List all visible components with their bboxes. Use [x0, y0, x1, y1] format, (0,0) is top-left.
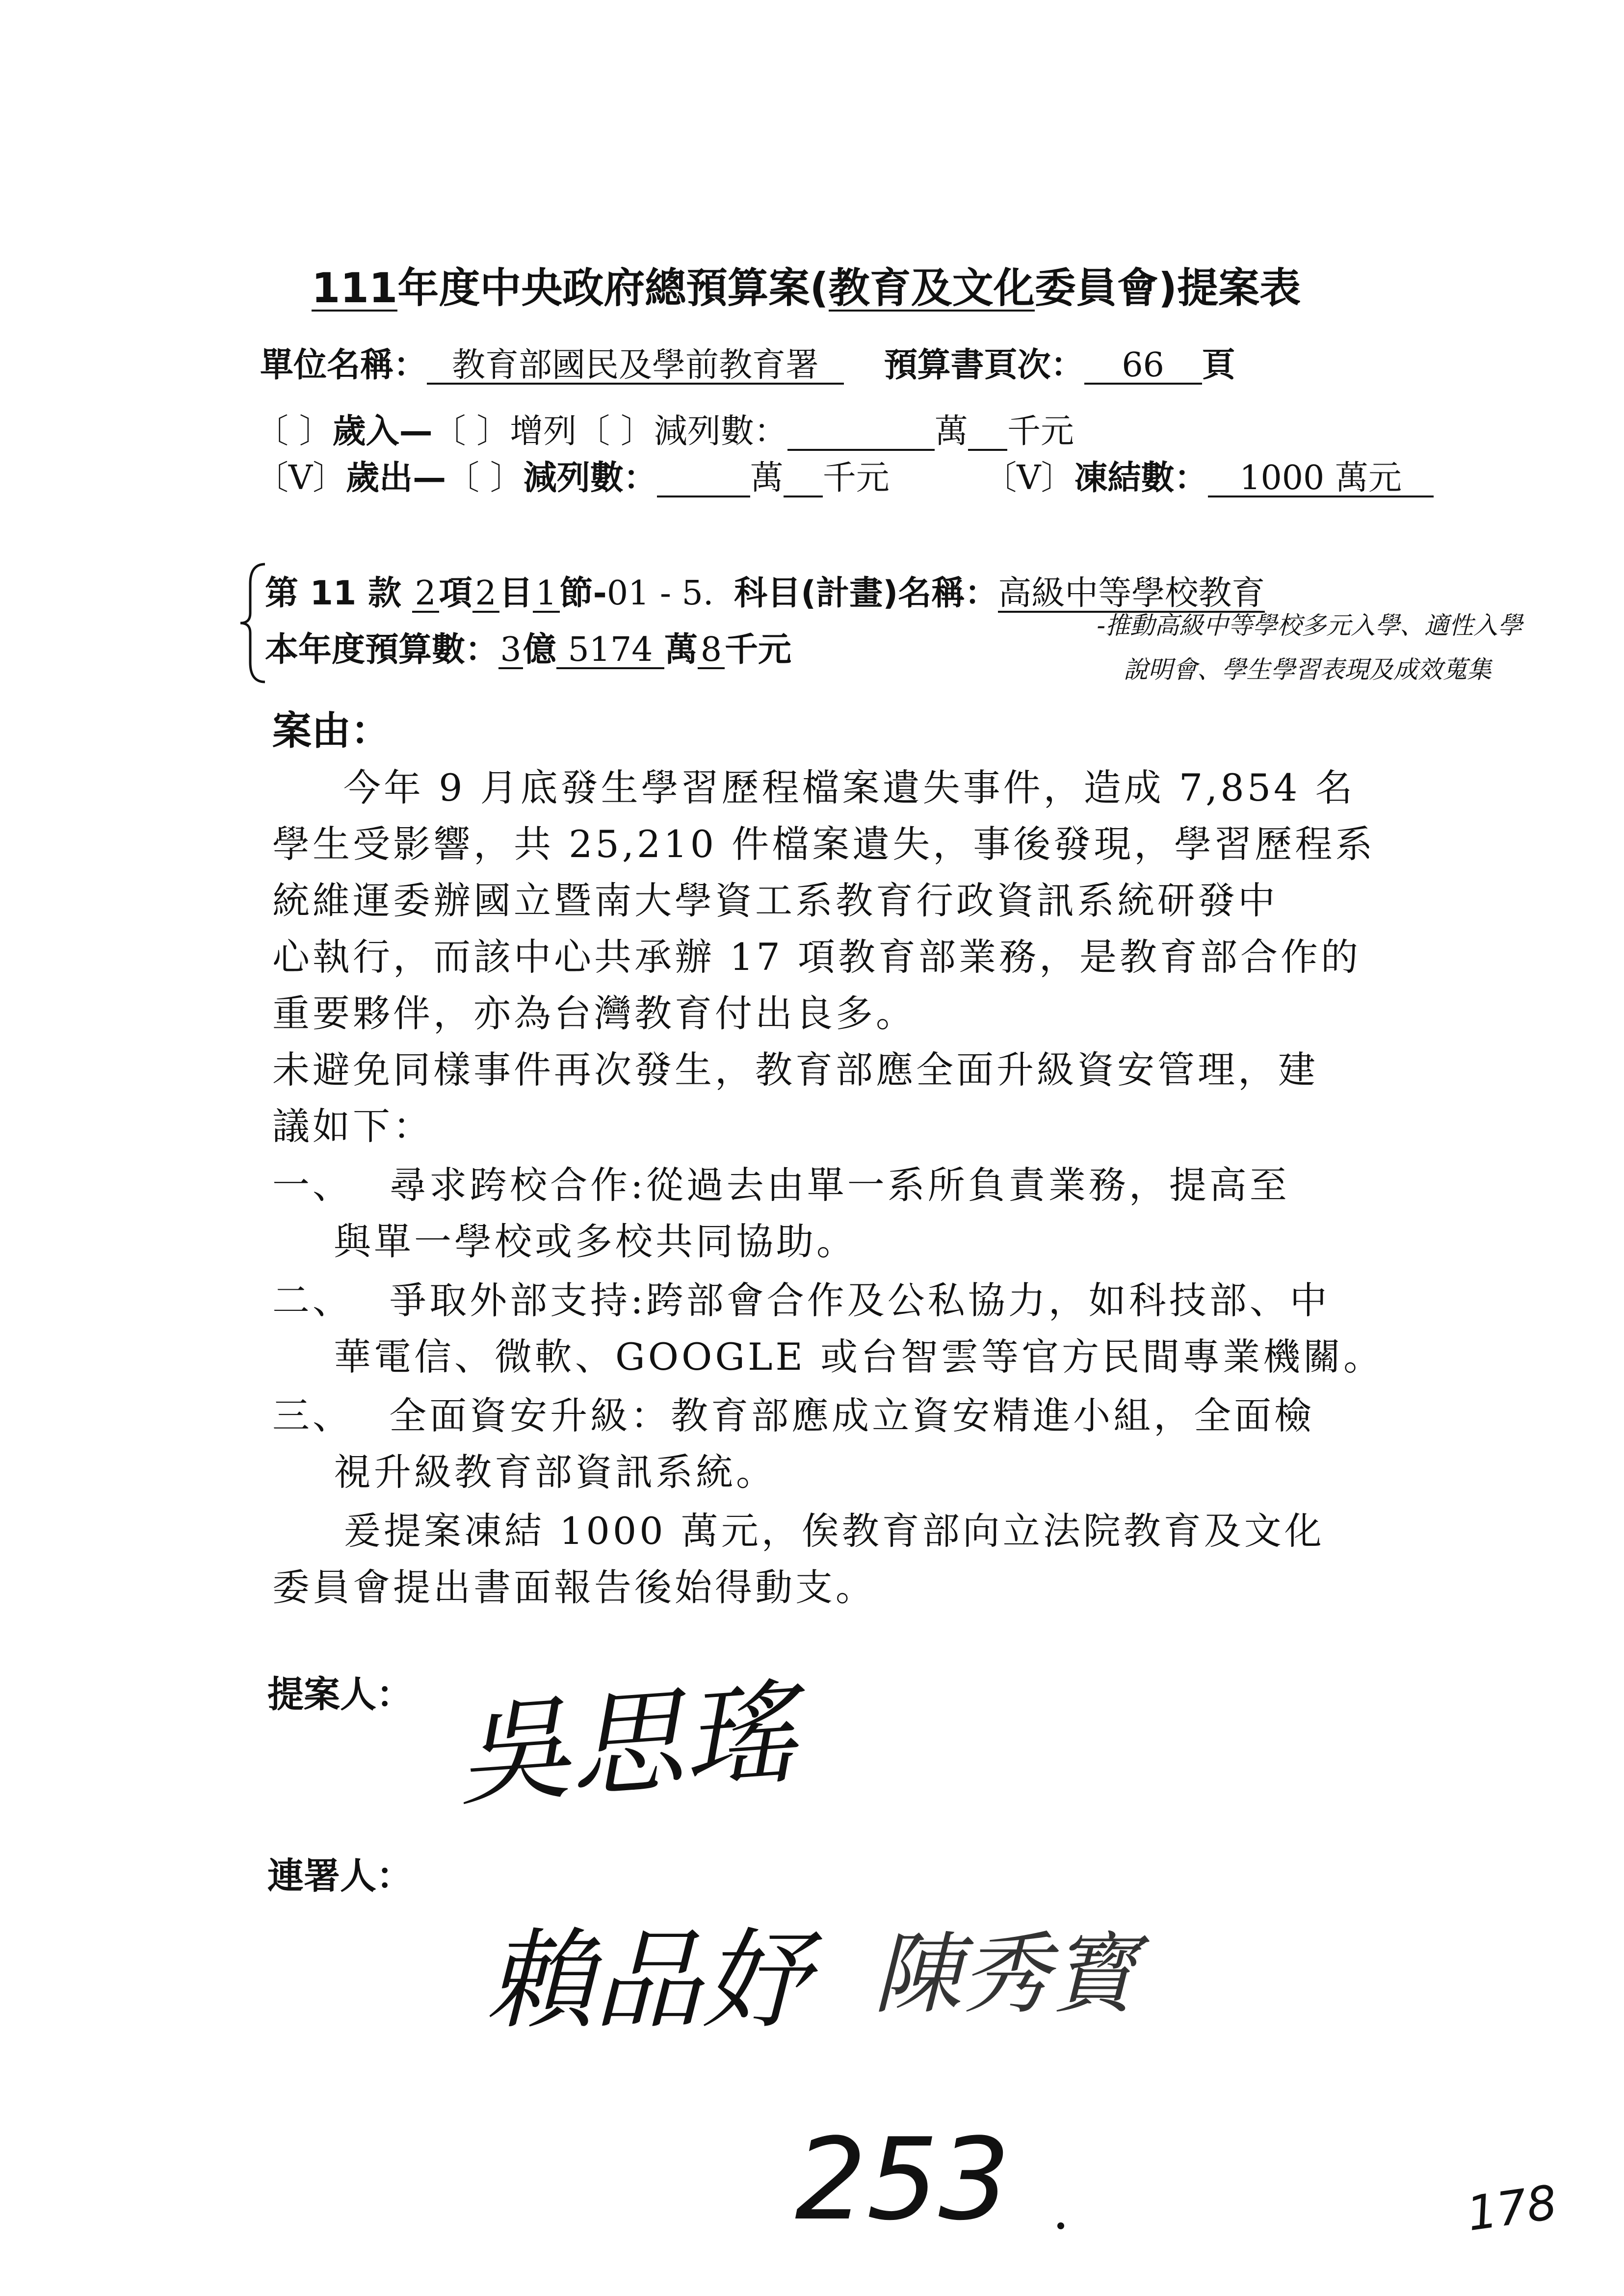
item-row-2 — [265, 623, 791, 671]
title-committee: 教育及文化 — [828, 264, 1035, 312]
revenue-qian-unit: 千元 — [1007, 412, 1074, 451]
proposer-signature: 吳思瑤 — [452, 1668, 800, 1822]
budget-wan-label: 萬 — [664, 630, 698, 669]
page-number-dot — [1057, 2222, 1064, 2229]
expense-checkbox: 〔V〕 — [255, 459, 346, 497]
expense-qian-blank — [784, 461, 823, 497]
case-list-item-2: 二、 爭取外部支持:跨部會合作及公私協力，如科技部、中 — [272, 1278, 1330, 1322]
case-line: 視升級教育部資訊系統。 — [334, 1450, 776, 1494]
proposer-label: 提案人： — [267, 1673, 413, 1716]
unit-value: 教育部國民及學前教育署 — [427, 348, 844, 385]
case-line: 華電信、微軟、GOOGLE 或台智雲等官方民間專業機關。 — [334, 1335, 1384, 1379]
revenue-row — [255, 405, 1074, 452]
expense-decrease-checkbox: 〔 〕 — [446, 459, 524, 497]
corner-number: 178 — [1464, 2174, 1561, 2242]
page-title — [312, 255, 1301, 314]
page-ref-label: 預算書頁次： — [884, 346, 1084, 385]
expense-row — [255, 451, 1434, 499]
case-line: 重要夥伴，亦為台灣教育付出良多。 — [272, 991, 916, 1035]
case-line: 心執行，而該中心共承辦 17 項教育部業務，是教育部合作的 — [272, 935, 1362, 979]
revenue-checkbox: 〔 〕 — [255, 412, 333, 451]
case-heading: 案由： — [272, 708, 390, 754]
case-list-item-1: 一、 尋求跨校合作:從過去由單一系所負責業務，提高至 — [272, 1163, 1290, 1207]
cosigner-signature-1: 賴品妤 — [486, 1918, 810, 2043]
item-xiang: 2 — [412, 576, 439, 613]
case-line: 爰提案凍結 1000 萬元，俟教育部向立法院教育及文化 — [343, 1509, 1325, 1553]
revenue-qian-blank — [968, 414, 1007, 451]
freeze-value: 1000 萬元 — [1208, 461, 1434, 497]
case-line: 今年 9 月底發生學習歷程檔案遺失事件，造成 7,854 名 — [343, 766, 1356, 809]
unit-label: 單位名稱： — [260, 346, 427, 385]
expense-wan-unit: 萬 — [750, 459, 784, 497]
cosigner-label: 連署人： — [267, 1855, 413, 1897]
item-mu: 2 — [472, 576, 499, 613]
budget-yi-label: 億 — [523, 630, 557, 669]
item-kuan: 第 11 款 — [265, 574, 401, 613]
case-line: 未避免同樣事件再次發生，教育部應全面升級資安管理，建 — [272, 1048, 1318, 1092]
page-number: 253 — [795, 2114, 1010, 2245]
item-name-value: 高級中等學校教育 — [998, 574, 1265, 613]
title-pre: 年度中央政府總預算案( — [397, 264, 829, 312]
revenue-increase: 增列 — [510, 412, 577, 451]
case-line: 委員會提出書面報告後始得動支。 — [272, 1565, 876, 1609]
title-post: 委員會)提案表 — [1034, 264, 1301, 312]
expense-qian-unit: 千元 — [822, 459, 890, 497]
page-ref-unit: 頁 — [1202, 346, 1235, 385]
freeze-label: 凍結數： — [1074, 459, 1208, 497]
expense-label: 歲出— — [346, 459, 446, 497]
expense-wan-blank — [657, 461, 750, 497]
expense-freeze-checkbox: 〔V〕 — [983, 459, 1074, 497]
case-line: 統維運委辦國立暨南大學資工系教育行政資訊系統研發中 — [272, 879, 1278, 922]
budget-wan: 5174 — [556, 632, 664, 669]
revenue-decrease-checkbox: 〔 〕 — [576, 412, 654, 451]
expense-decrease-label: 減列數： — [523, 459, 657, 497]
budget-label: 本年度預算數： — [265, 630, 499, 669]
revenue-increase-checkbox: 〔 〕 — [432, 412, 510, 451]
budget-qian: 8 — [698, 632, 725, 669]
case-line: 議如下： — [272, 1104, 433, 1148]
item-jie-label: 節- — [559, 574, 607, 613]
budget-qian-label: 千元 — [725, 630, 792, 669]
title-year: 111 — [312, 264, 398, 312]
item-jie: 1 — [533, 576, 560, 613]
case-list-item-3: 三、 全面資安升級：教育部應成立資安精進小組，全面檢 — [272, 1394, 1315, 1437]
revenue-decrease-label: 減列數： — [654, 412, 787, 451]
item-mu-label: 目 — [499, 574, 533, 613]
unit-row — [260, 339, 1235, 386]
cosigner-signature-2: 陳秀寳 — [873, 1923, 1139, 2026]
budget-yi: 3 — [498, 632, 523, 669]
item-code: 01 - 5. — [606, 574, 714, 613]
item-name-label: 科目(計畫)名稱： — [734, 574, 998, 613]
case-line: 與單一學校或多校共同協助。 — [334, 1220, 857, 1263]
handwritten-note-1: -推動高級中等學校多元入學、適性入學 — [1097, 611, 1523, 640]
revenue-wan-unit: 萬 — [934, 412, 968, 451]
item-xiang-label: 項 — [439, 574, 472, 613]
handwritten-note-2: 說明會、學生學習表現及成效蒐集 — [1124, 655, 1492, 684]
case-line: 學生受影響，共 25,210 件檔案遺失，事後發現，學習歷程系 — [272, 822, 1376, 866]
revenue-wan-blank — [787, 414, 935, 451]
page-ref-value: 66 — [1084, 348, 1202, 385]
revenue-label: 歲入— — [332, 412, 433, 451]
